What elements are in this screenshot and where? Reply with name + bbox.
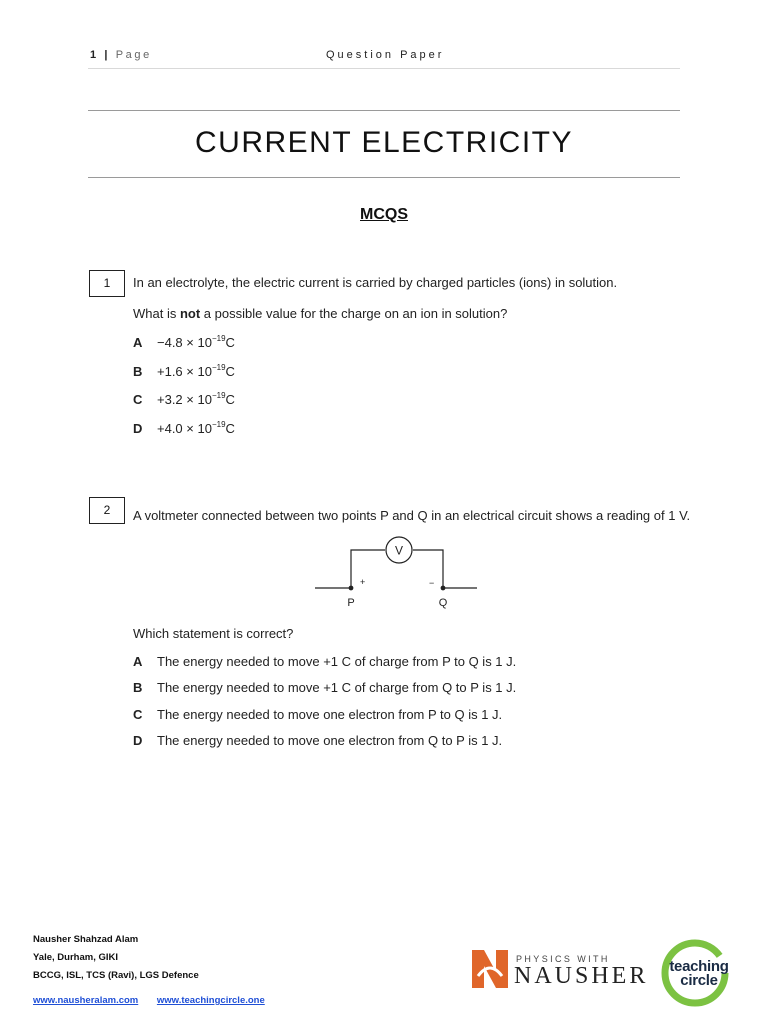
answer-option[interactable]: C The energy needed to move one electron from P to Q is 1 J. — [133, 707, 503, 722]
point-p-label: P — [347, 597, 355, 609]
point-q-label: Q — [438, 597, 448, 609]
brand-tagline: PHYSICS WITH — [516, 954, 610, 964]
nausher-logo-icon — [470, 948, 510, 990]
website-link-teachingcircle[interactable]: www.teachingcircle.one — [156, 995, 265, 1006]
circuit-wire-up-left — [351, 550, 385, 588]
section-heading: MCQS — [360, 206, 408, 223]
circuit-wire-up-right — [413, 550, 443, 588]
author-institutions: BCCG, ISL, TCS (Ravi), LGS Defence — [33, 970, 199, 981]
footer-links — [33, 995, 281, 1006]
voltmeter-label: V — [394, 543, 404, 558]
positive-sign: + — [360, 577, 366, 587]
answer-option[interactable]: B The energy needed to move +1 C of charge from Q to P is 1 J. — [133, 680, 517, 695]
author-block — [33, 931, 199, 985]
title-top-rule — [88, 110, 680, 111]
author-name: Nausher Shahzad Alam — [33, 934, 139, 945]
question-number-box: 1 — [89, 270, 125, 297]
page-header — [88, 47, 680, 69]
author-education: Yale, Durham, GIKI — [33, 952, 118, 963]
answer-option[interactable]: A The energy needed to move +1 C of charge from P to Q is 1 J. — [133, 654, 517, 669]
question-number-box: 2 — [89, 497, 125, 524]
question-prompt: Which statement is correct? — [133, 626, 294, 641]
answer-option[interactable]: $D +4.0 \times 10^{-19}C$ — [133, 419, 235, 436]
title-bottom-rule — [88, 177, 680, 178]
header-doc-type: Question Paper — [326, 49, 445, 61]
question-stem: A voltmeter connected between two points P and Q in an electrical circuit shows a reading of 1 V. — [133, 508, 691, 523]
brand-logos — [470, 938, 740, 1008]
node-p-dot — [349, 586, 354, 591]
website-link-nausheralam[interactable]: www.nausheralam.com — [33, 995, 139, 1006]
question-stem-line-2: What is not a possible value for the charge on an ion in solution? — [133, 306, 508, 321]
page-number: 1 | Page — [90, 49, 152, 61]
teaching-circle-wordmark: teaching circle — [669, 958, 729, 989]
question-stem: In an electrolyte, the electric current is carried by charged particles (ions) in solution. — [133, 275, 618, 290]
answer-option[interactable]: D The energy needed to move one electron from Q to P is 1 J. — [133, 733, 503, 748]
answer-option[interactable]: $B +1.6 \times 10^{-19}C$ — [133, 362, 235, 379]
answer-option[interactable]: $A -4.8 \times 10^{-19}C$ — [133, 333, 235, 350]
document-title: CURRENT ELECTRICITY — [195, 126, 573, 159]
voltmeter-circuit-diagram — [315, 536, 480, 610]
node-q-dot — [441, 586, 446, 591]
brand-name: NAUSHER — [514, 963, 649, 989]
negative-sign: − — [429, 578, 435, 588]
answer-option[interactable]: $C +3.2 \times 10^{-19}C$ — [133, 390, 235, 407]
